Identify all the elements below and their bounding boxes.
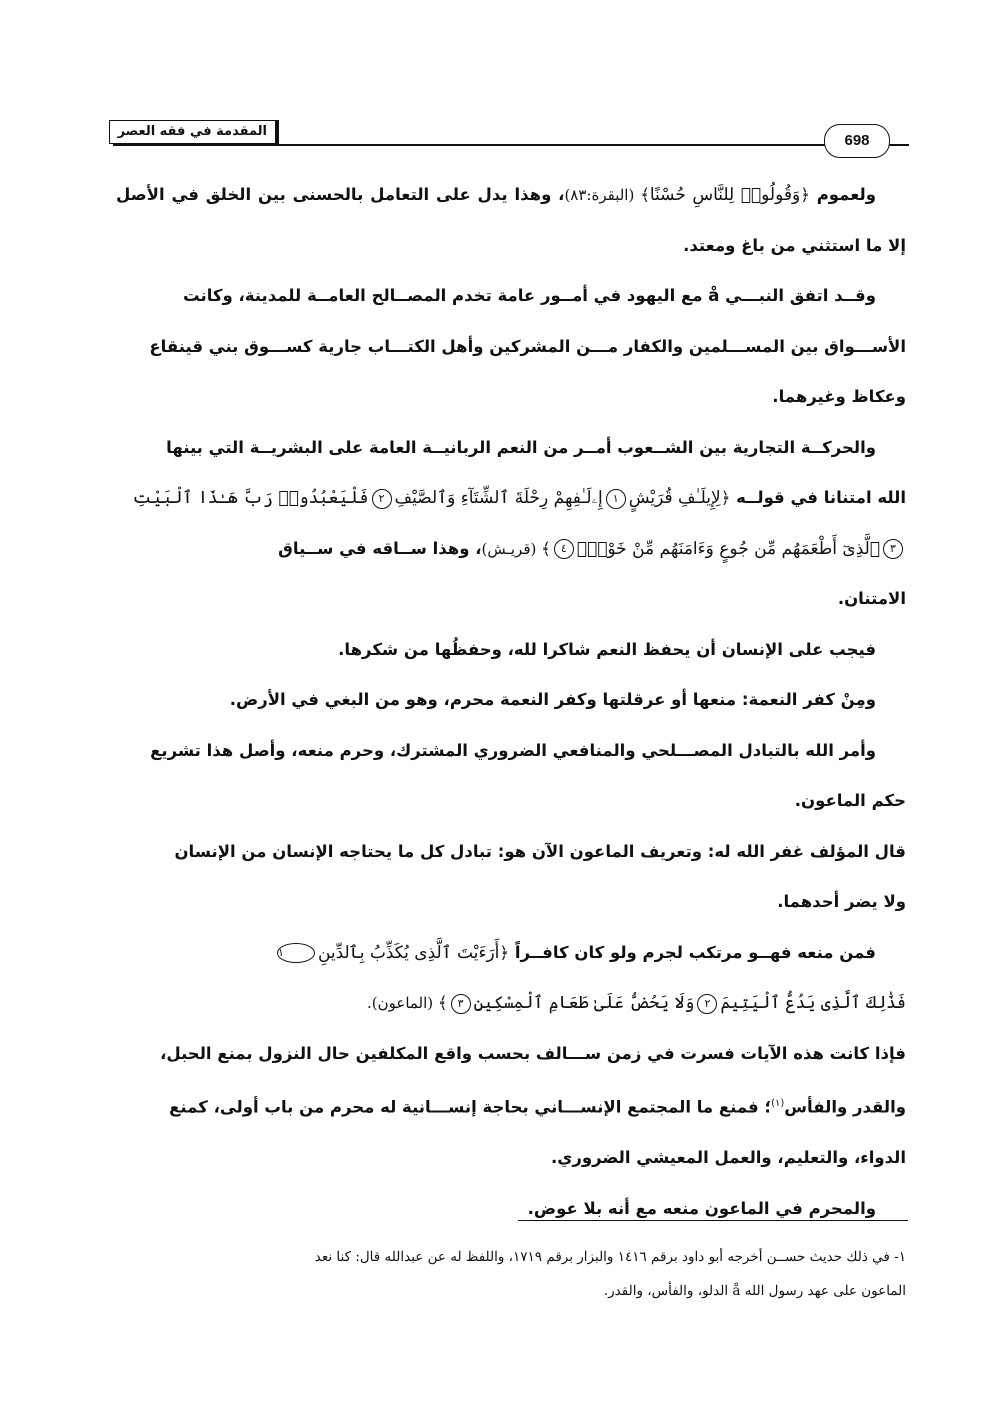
quran-ayah: وَلَا يَحُضُّ عَلَىٰ طَعَامِ ٱلْمِسْكِينِ <box>473 993 695 1013</box>
line <box>116 1079 906 1133</box>
ayah-number-icon: ٤ <box>554 539 574 559</box>
ayah-number-icon: ١ <box>277 943 315 963</box>
text: وقــد اتفق النبـــي <box>725 286 876 305</box>
paragraph-10: والمحرم في الماعون منعه مع أنه بلا عوض. <box>527 1198 876 1218</box>
line <box>116 524 906 575</box>
verse-close-bracket: ﴾ <box>437 993 448 1012</box>
page-number: 698 <box>824 124 890 158</box>
paragraph-7 <box>116 827 906 928</box>
line <box>116 928 906 979</box>
verse-open-bracket: ﴿ <box>499 942 510 962</box>
line <box>116 978 906 1029</box>
ayah-number-icon: ٢ <box>697 994 717 1014</box>
ayah-number-icon: ١ <box>606 489 626 509</box>
footnote-divider <box>518 1220 908 1221</box>
line: الدواء، والتعليم، والعمل المعيشي الضروري. <box>551 1148 906 1167</box>
line: وعكاظ وغيرهما. <box>772 387 906 406</box>
verse-reference: (الماعون). <box>366 994 438 1012</box>
quran-ayah: ٱلَّذِىٓ أَطْعَمَهُم مِّن جُوعٍ وَءَامَنَهُم مِّنْ خَوْفٍۭ <box>576 538 880 559</box>
text: مع اليهود في أمــور عامة تخدم المصــالح العامــة للمدينة، وكانت <box>183 286 703 305</box>
line: الامتنان. <box>837 589 906 608</box>
quran-ayah: إِۦلَـٰفِهِمْ رِحْلَةَ ٱلشِّتَآءِ وَٱلصَّيْفِ <box>394 488 603 508</box>
paragraph-2 <box>116 271 906 423</box>
paragraph-9 <box>116 1029 906 1184</box>
text: ، وهذا يدل على التعامل بالحسنى بين الخلق في الأصل إلا ما استثني من باغ ومعتد. <box>116 185 906 255</box>
honorific-glyph: å <box>708 286 720 305</box>
verse-reference: (البقرة:٨٣) <box>564 186 641 204</box>
footnotes <box>116 1240 906 1308</box>
verse-open-bracket: ﴿ <box>720 488 731 507</box>
text: والقدر والفأس <box>784 1097 906 1117</box>
text: الدلو، والفأس، والقدر. <box>603 1283 729 1299</box>
line: وأمر الله بالتبادل المصـــلحي والمنافعي الضروري المشترك، وحرم منعه، وأصل هذا تشريع <box>150 740 876 760</box>
line: قال المؤلف غفر الله له: وتعريف الماعون الآن هو: تبادل كل ما يحتاجه الإنسان من الإنسان <box>174 841 906 861</box>
text: ، وهذا ســاقه في ســياق <box>278 538 482 558</box>
footnote-reference[interactable]: (١) <box>771 1098 785 1109</box>
paragraph-8 <box>116 928 906 1029</box>
quran-ayah: أَرَءَيْتَ ٱلَّذِى يُكَذِّبُ بِٱلدِّينِ <box>317 942 500 963</box>
verse-open-bracket: ﴿ <box>800 185 810 204</box>
paragraph-4: فيجب على الإنسان أن يحفظ النعم شاكرا لله، وحفظُها من شكرها. <box>338 639 876 659</box>
ayah-number-icon: ٣ <box>883 539 903 559</box>
line: الأســـواق بين المســـلمين والكفار مـــن المشركين وأهل الكتـــاب جارية كســـوق بني قينقاع <box>149 336 906 356</box>
line <box>116 271 906 322</box>
text: فمن منعه فهــو مرتكب لجرم ولو كان كافــراً <box>509 942 876 962</box>
honorific-glyph: å <box>732 1283 741 1299</box>
text: ولعموم <box>809 185 876 204</box>
line: ولا يضر أحدهما. <box>777 892 906 911</box>
verse-close-bracket: ﴾ <box>640 185 650 204</box>
footnote-1-cont <box>116 1274 906 1308</box>
quran-ayah: فَلْيَعْبُدُوا۟ رَبَّ هَـٰذَا ٱلْبَيْتِ <box>132 488 369 508</box>
quran-ayah: لِإِيلَـٰفِ قُرَيْشٍ <box>628 488 721 508</box>
quran-verse: وَقُولُوا۟ لِلنَّاسِ حُسْنًا <box>649 185 801 205</box>
book-title: المقدمة في فقه العصر <box>109 120 279 144</box>
verse-close-bracket: ﴾ <box>541 538 551 558</box>
line: فإذا كانت هذه الآيات فسرت في زمن ســـالف بحسب واقع المكلفين حال النزول بمنع الحبل، <box>160 1043 906 1063</box>
paragraph-3 <box>116 423 906 625</box>
text: الماعون على عهد رسول الله <box>744 1283 906 1299</box>
text: ؛ فمنع ما المجتمع الإنســـاني بحاجة إنســـانية له محرم من باب أولى، كمنع <box>169 1097 772 1117</box>
paragraph-6 <box>116 726 906 827</box>
page-header <box>113 118 909 149</box>
page-body <box>116 170 906 1234</box>
line: حكم الماعون. <box>794 791 906 810</box>
line: والحركــة التجارية بين الشــعوب أمــر من النعم الربانيــة العامة على البشريــة التي بينها <box>166 437 876 457</box>
quran-ayah: فَذَٰلِكَ ٱلَّذِى يَدُعُّ ٱلْيَتِيمَ <box>720 993 906 1013</box>
header-rule <box>113 144 909 146</box>
text: الله امتنانا في قولــه <box>730 488 906 507</box>
ayah-number-icon: ٣ <box>451 994 471 1014</box>
paragraph-1 <box>116 170 906 271</box>
paragraph-5: ومِنْ كفر النعمة: منعها أو عرقلتها وكفر النعمة محرم، وهو من البغي في الأرض. <box>229 690 876 709</box>
verse-reference: (قريـش) <box>481 539 542 558</box>
ayah-number-icon: ٢ <box>372 489 392 509</box>
line <box>116 473 906 524</box>
footnote-1: ١- في ذلك حديث حســن أخرجه أبو داود برقم ١٤١٦ والبزار برقم ١٧١٩، واللفظ له عن عبدالله قال: كنا نعد <box>314 1249 906 1265</box>
